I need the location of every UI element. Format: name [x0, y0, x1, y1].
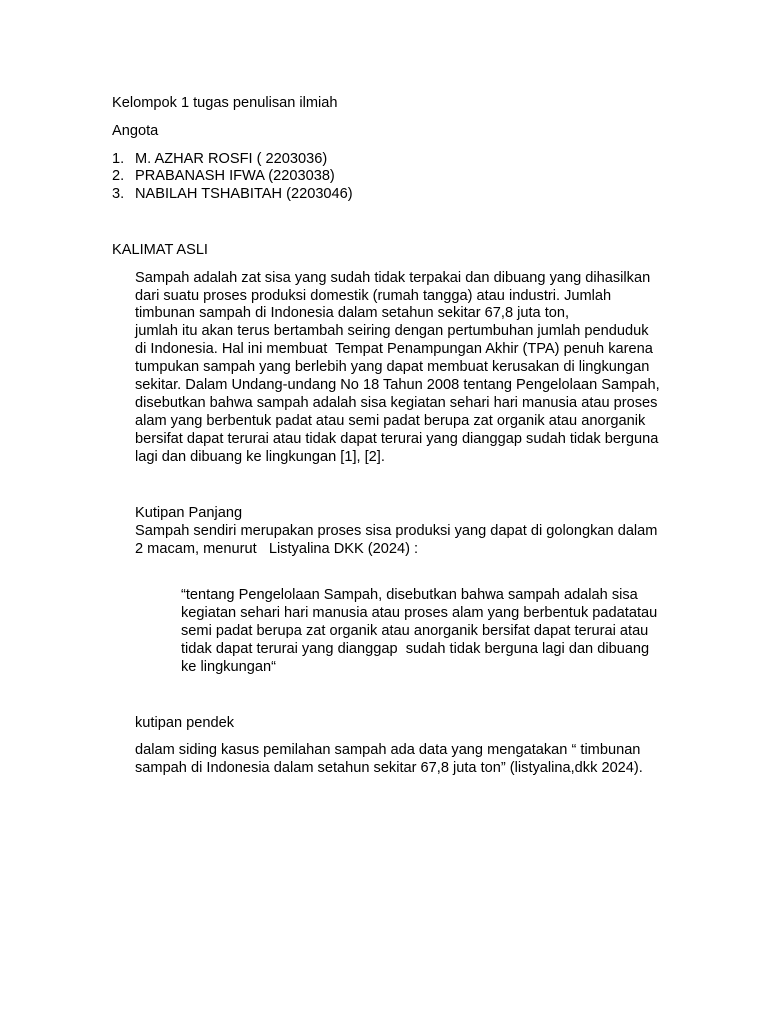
paragraph-line: sekitar. Dalam Undang-undang No 18 Tahun 2008 tentang Pengelolaan Sampah, — [135, 377, 660, 393]
paragraph-line: alam yang berbentuk padat atau semi padat berupa zat organik atau anorganik — [135, 413, 646, 429]
paragraph-line: Sampah adalah zat sisa yang sudah tidak terpakai dan dibuang yang dihasilkan — [135, 270, 651, 286]
member-number: 3. — [112, 186, 125, 202]
quote-line: semi padat berupa zat organik atau anorganik bersifat dapat terurai atau — [181, 623, 649, 639]
document-title: Kelompok 1 tugas penulisan ilmiah — [112, 95, 338, 111]
paragraph-line: tumpukan sampah yang berlebih yang dapat membuat kerusakan di lingkungan — [135, 359, 650, 375]
kutipan-panjang-heading: Kutipan Panjang — [135, 505, 243, 521]
paragraph-line: 2 macam, menurut Listyalina DKK (2024) : — [135, 541, 419, 557]
paragraph-line: dari suatu proses produksi domestik (rumah tangga) atau industri. Jumlah — [135, 288, 612, 304]
paragraph-line: disebutkan bahwa sampah adalah sisa kegiatan sehari hari manusia atau proses — [135, 395, 658, 411]
paragraph-line: di Indonesia. Hal ini membuat Tempat Penampungan Akhir (TPA) penuh karena — [135, 341, 653, 357]
paragraph-line: dalam siding kasus pemilahan sampah ada data yang mengatakan “ timbunan — [135, 742, 641, 758]
paragraph-line: bersifat dapat terurai atau tidak dapat terurai yang dianggap sudah tidak berguna — [135, 431, 659, 447]
paragraph-line: jumlah itu akan terus bertambah seiring dengan pertumbuhan jumlah penduduk — [135, 323, 649, 339]
members-label: Angota — [112, 123, 159, 139]
member-number: 2. — [112, 168, 125, 184]
quote-line: kegiatan sehari hari manusia atau proses alam yang berbentuk padatatau — [181, 605, 658, 621]
kutipan-pendek-heading: kutipan pendek — [135, 715, 234, 731]
quote-line: ke lingkungan“ — [181, 659, 276, 675]
paragraph-line: Sampah sendiri merupakan proses sisa produksi yang dapat di golongkan dalam — [135, 523, 658, 539]
member-name: NABILAH TSHABITAH (2203046) — [135, 186, 353, 202]
member-name: PRABANASH IFWA (2203038) — [135, 168, 335, 184]
quote-line: tidak dapat terurai yang dianggap sudah tidak berguna lagi dan dibuang — [181, 641, 650, 657]
member-name: M. AZHAR ROSFI ( 2203036) — [135, 151, 328, 167]
paragraph-line: sampah di Indonesia dalam setahun sekitar 67,8 juta ton” (listyalina,dkk 2024). — [135, 760, 643, 776]
quote-line: “tentang Pengelolaan Sampah, disebutkan bahwa sampah adalah sisa — [181, 587, 638, 603]
kalimat-asli-heading: KALIMAT ASLI — [112, 242, 208, 258]
paragraph-line: lagi dan dibuang ke lingkungan [1], [2]. — [135, 449, 385, 465]
member-number: 1. — [112, 151, 125, 167]
paragraph-line: timbunan sampah di Indonesia dalam setahun sekitar 67,8 juta ton, — [135, 305, 570, 321]
